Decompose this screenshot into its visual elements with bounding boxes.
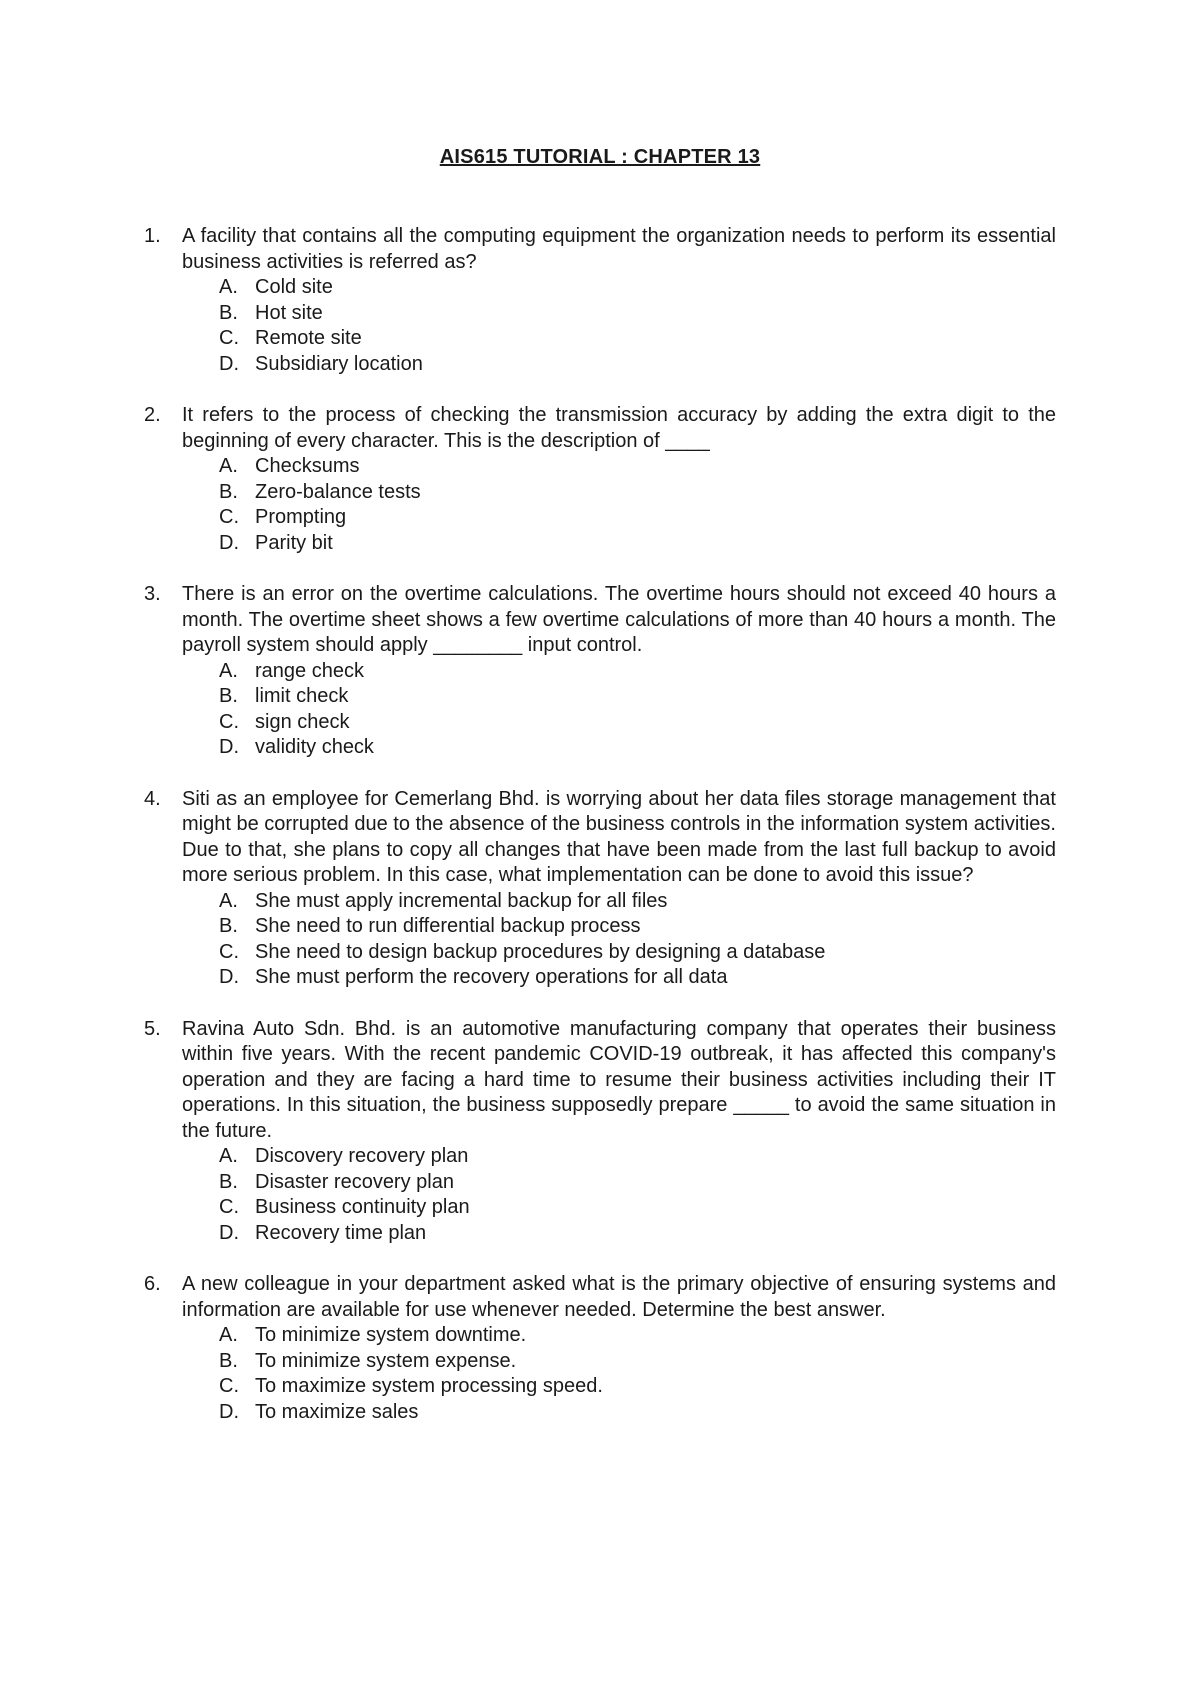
option-text: limit check bbox=[255, 685, 349, 707]
option-letter: A. bbox=[219, 659, 238, 682]
question-text: Ravina Auto Sdn. Bhd. is an automotive manufacturing company that operates their business within five years. With the recent pandemic COVID-19 outbreak, it has affected this company's operation and they are facing a hard time to resume their business activities including their IT operations. In this situation, the business supposedly prepare _____ to avoid the same situation in the future. bbox=[182, 1017, 1056, 1142]
option-d bbox=[182, 735, 1056, 761]
option-text: She must perform the recovery operations for all data bbox=[255, 966, 728, 988]
option-c bbox=[182, 940, 1056, 966]
option-text: She need to design backup procedures by designing a database bbox=[255, 940, 826, 963]
option-text: Checksums bbox=[255, 455, 360, 477]
option-c bbox=[182, 326, 1056, 352]
option-text: Subsidiary location bbox=[255, 352, 423, 375]
question-text: A facility that contains all the computing equipment the organization needs to perform its essential business activities is referred as? bbox=[182, 225, 1056, 273]
option-text: She need to run differential backup process bbox=[255, 915, 641, 937]
option-text: To maximize system processing speed. bbox=[255, 1375, 603, 1397]
option-list bbox=[182, 275, 1056, 377]
question-number: 1. bbox=[144, 225, 161, 247]
option-letter: B. bbox=[219, 915, 238, 937]
option-d bbox=[182, 531, 1056, 557]
question-1 bbox=[144, 224, 1056, 377]
option-text: To minimize system downtime. bbox=[255, 1324, 527, 1346]
question-5 bbox=[144, 1017, 1056, 1247]
option-c bbox=[182, 505, 1056, 531]
page-title: AIS615 TUTORIAL : CHAPTER 13 bbox=[439, 146, 761, 168]
question-number: 3. bbox=[144, 583, 161, 605]
option-list bbox=[182, 454, 1056, 556]
option-text: Remote site bbox=[255, 327, 362, 349]
option-letter: D. bbox=[219, 531, 239, 554]
option-letter: B. bbox=[219, 1170, 238, 1193]
option-text: She must apply incremental backup for all files bbox=[255, 889, 668, 912]
option-text: Zero-balance tests bbox=[255, 480, 421, 503]
option-text: To maximize sales bbox=[255, 1400, 419, 1423]
option-a bbox=[182, 659, 1056, 685]
option-b bbox=[182, 301, 1056, 327]
option-letter: A. bbox=[219, 1324, 238, 1346]
option-letter: D. bbox=[219, 1400, 239, 1423]
option-text: validity check bbox=[255, 736, 374, 758]
question-2 bbox=[144, 403, 1056, 556]
option-list bbox=[182, 1323, 1056, 1425]
question-number: 2. bbox=[144, 404, 161, 426]
option-text: Cold site bbox=[255, 276, 333, 298]
question-number: 6. bbox=[144, 1273, 161, 1295]
option-a bbox=[182, 454, 1056, 480]
question-text: Siti as an employee for Cemerlang Bhd. is worrying about her data files storage management that might be corrupted due to the absence of the business controls in the information system activities. Due to that, she plans to copy all changes that have been made from the last full backup to avoid more serious problem. In this case, what implementation can be done to avoid this issue? bbox=[182, 787, 1056, 886]
option-a bbox=[182, 1144, 1056, 1170]
option-b bbox=[182, 1170, 1056, 1196]
option-list bbox=[182, 1144, 1056, 1246]
option-letter: C. bbox=[219, 327, 239, 349]
option-letter: B. bbox=[219, 1349, 238, 1372]
question-4 bbox=[144, 787, 1056, 991]
option-b bbox=[182, 1349, 1056, 1375]
option-text: range check bbox=[255, 659, 364, 682]
option-letter: C. bbox=[219, 710, 239, 733]
option-d bbox=[182, 352, 1056, 378]
option-text: Discovery recovery plan bbox=[255, 1145, 469, 1167]
option-letter: B. bbox=[219, 480, 238, 503]
question-3 bbox=[144, 582, 1056, 761]
question-6 bbox=[144, 1272, 1056, 1425]
option-text: Recovery time plan bbox=[255, 1221, 427, 1244]
option-d bbox=[182, 1400, 1056, 1426]
option-letter: B. bbox=[219, 685, 238, 707]
option-letter: A. bbox=[219, 455, 238, 477]
option-b bbox=[182, 480, 1056, 506]
option-d bbox=[182, 1221, 1056, 1247]
question-number: 4. bbox=[144, 787, 161, 810]
option-list bbox=[182, 659, 1056, 761]
option-letter: C. bbox=[219, 940, 239, 963]
option-text: sign check bbox=[255, 710, 350, 733]
question-number: 5. bbox=[144, 1017, 161, 1040]
option-letter: B. bbox=[219, 301, 238, 324]
option-text: Parity bit bbox=[255, 531, 333, 554]
option-list bbox=[182, 889, 1056, 991]
option-text: Hot site bbox=[255, 301, 323, 324]
option-b bbox=[182, 914, 1056, 940]
question-text: It refers to the process of checking the transmission accuracy by adding the extra digit to the beginning of every character. This is the description of ____ bbox=[182, 404, 1056, 452]
option-d bbox=[182, 965, 1056, 991]
option-text: Disaster recovery plan bbox=[255, 1170, 454, 1193]
option-b bbox=[182, 684, 1056, 710]
question-text: There is an error on the overtime calculations. The overtime hours should not exceed 40 hours a month. The overtime sheet shows a few overtime calculations of more than 40 hours a month. The payroll system should apply ________ input control. bbox=[182, 583, 1056, 656]
question-list bbox=[144, 224, 1056, 1451]
option-c bbox=[182, 710, 1056, 736]
option-letter: A. bbox=[219, 889, 238, 912]
option-letter: D. bbox=[219, 1221, 239, 1244]
option-letter: C. bbox=[219, 1196, 239, 1218]
option-c bbox=[182, 1195, 1056, 1221]
option-letter: C. bbox=[219, 506, 239, 528]
option-letter: D. bbox=[219, 736, 239, 758]
option-a bbox=[182, 889, 1056, 915]
option-a bbox=[182, 275, 1056, 301]
question-text: A new colleague in your department asked what is the primary objective of ensuring systems and information are available for use whenever needed. Determine the best answer. bbox=[182, 1273, 1056, 1321]
option-text: Business continuity plan bbox=[255, 1196, 470, 1218]
option-c bbox=[182, 1374, 1056, 1400]
option-letter: D. bbox=[219, 966, 239, 988]
option-letter: D. bbox=[219, 352, 239, 375]
option-a bbox=[182, 1323, 1056, 1349]
option-letter: A. bbox=[219, 276, 238, 298]
option-letter: C. bbox=[219, 1375, 239, 1397]
option-letter: A. bbox=[219, 1145, 238, 1167]
option-text: To minimize system expense. bbox=[255, 1349, 517, 1372]
option-text: Prompting bbox=[255, 506, 347, 528]
